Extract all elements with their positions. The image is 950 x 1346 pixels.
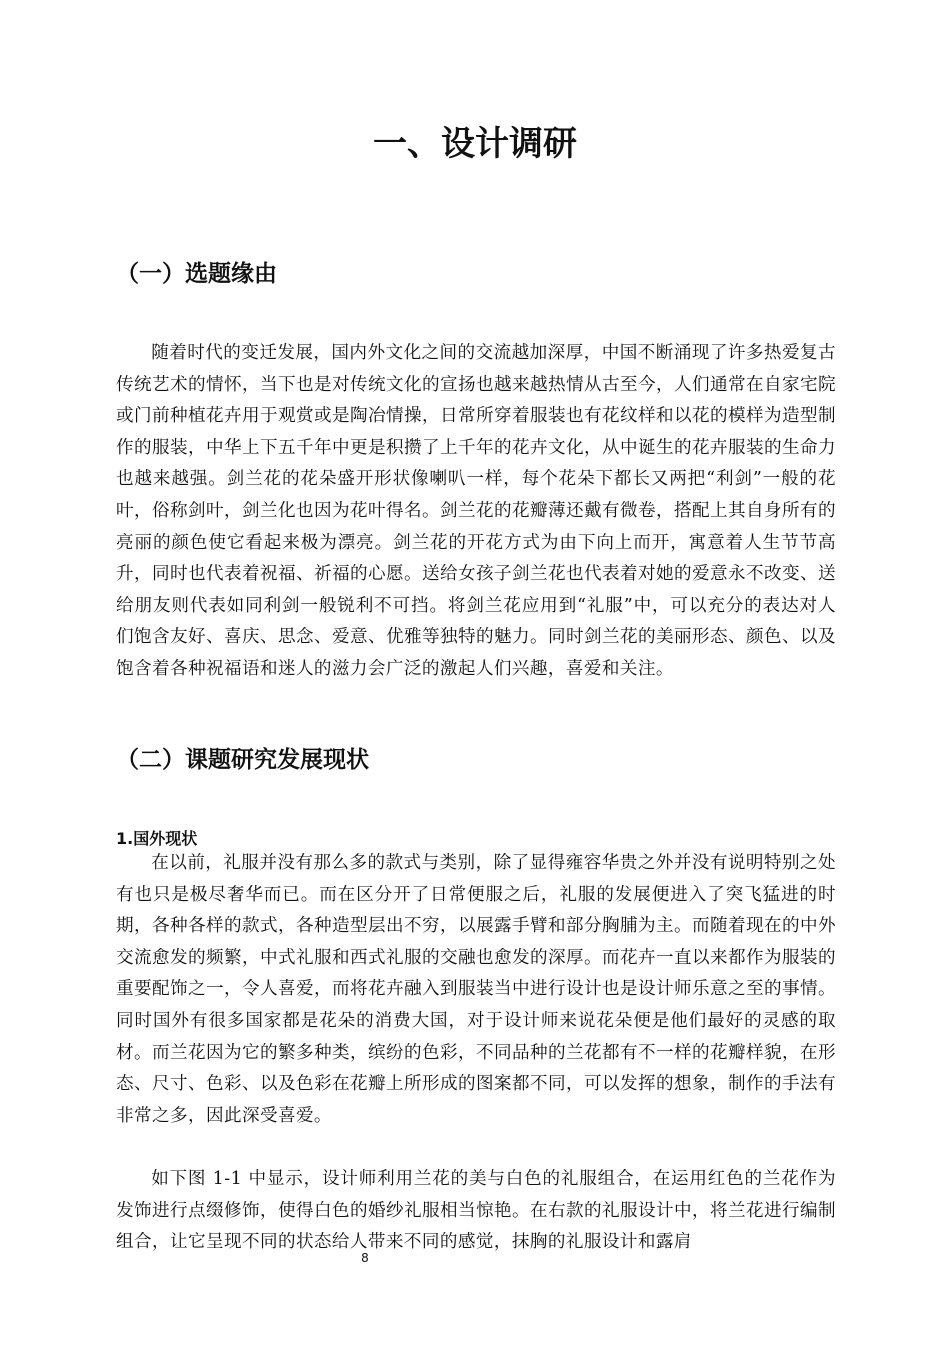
section-heading-research-status: （二）课题研究发展现状 (116, 747, 369, 773)
section-heading-topic-reason: （一）选题缘由 (116, 261, 277, 287)
paragraph-foreign-status-1: 在以前，礼服并没有那么多的款式与类别，除了显得雍容华贵之外并没有说明特别之处有也只是极尽奢华而已。而在区分开了日常便服之后，礼服的发展便进入了突飞猛进的时期，各种各样的款式，各种造型层出不穷，以展露手臂和部分胸脯为主。而随着现在的中外交流愈发的频繁，中式礼服和西式礼服的交融也愈发的深厚。而花卉一直以来都作为服装的重要配饰之一，令人喜爱，而将花卉融入到服装当中进行设计也是设计师乐意之至的事情。同时国外有很多国家都是花朵的消费大国，对于设计师来说花朵便是他们最好的灵感的取材。而兰花因为它的繁多种类，缤纷的色彩，不同品种的兰花都有不一样的花瓣样貌，在形态、尺寸、色彩、以及色彩在花瓣上所形成的图案都不同，可以发挥的想象，制作的手法有非常之多，因此深受喜爱。 (116, 853, 836, 1126)
subheading-foreign-status: 1.国外现状 (116, 829, 198, 848)
paragraph-topic-reason: 随着时代的变迁发展，国内外文化之间的交流越加深厚，中国不断涌现了许多热爱复古传统艺术的情怀，当下也是对传统文化的宣扬也越来越热情从古至今，人们通常在自家宅院或门前种植花卉用于观赏或是陶冶情操，日常所穿着服装也有花纹样和以花的模样为造型制作的服装，中华上下五千年中更是积攒了上千年的花卉文化，从中诞生的花卉服装的生命力也越来越强。剑兰花的花朵盛开形状像喇叭一样，每个花朵下都长又两把“利剑”一般的花叶，俗称剑叶，剑兰化也因为花叶得名。剑兰花的花瓣薄还戴有微卷，搭配上其自身所有的亮丽的颜色使它看起来极为漂亮。剑兰花的开花方式为由下向上而开，寓意着人生节节高升，同时也代表着祝福、祈福的心愿。送给女孩子剑兰花也代表着对她的爱意永不改变、送给朋友则代表如同利剑一般锐利不可挡。将剑兰花应用到“礼服”中，可以充分的表达对人们饱含友好、喜庆、思念、爱意、优雅等独特的魅力。同时剑兰花的美丽形态、颜色、以及饱含着各种祝福语和迷人的滋力会广泛的激起人们兴趣，喜爱和关注。 (116, 343, 836, 679)
chapter-title: 一、设计调研 (373, 124, 577, 164)
paragraph-foreign-status-2: 如下图 1-1 中显示，设计师利用兰花的美与白色的礼服组合，在运用红色的兰花作为发饰进行点缀修饰，使得白色的婚纱礼服相当惊艳。在右款的礼服设计中，将兰花进行编制组合，让它呈现不同的状态给人带来不同的感觉，抹胸的礼服设计和露肩 (116, 1169, 836, 1253)
page-number: 8 (361, 1251, 369, 1265)
